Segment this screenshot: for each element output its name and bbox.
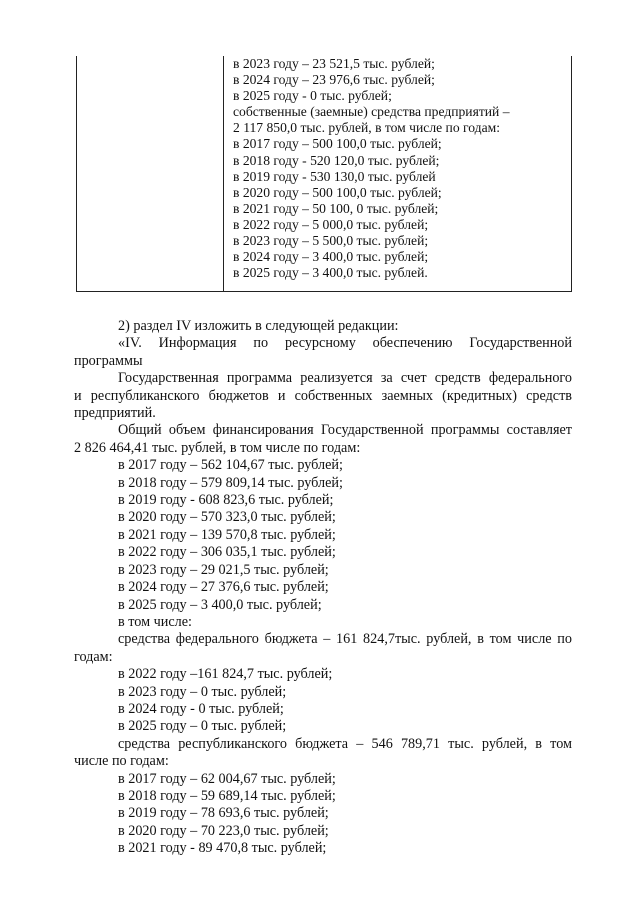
year-line: в 2023 году – 29 021,5 тыс. рублей; [118, 561, 329, 578]
table-line: в 2025 году – 3 400,0 тыс. рублей. [233, 265, 428, 281]
table-line: собственные (заемные) средства предприятий – [233, 104, 510, 120]
table-line: в 2021 году – 50 100, 0 тыс. рублей; [233, 200, 439, 216]
section-title: «IV. Информация по ресурсному обеспечению Государственной [118, 335, 572, 352]
section-title-continued: программы [74, 352, 143, 369]
year-line: в 2020 году – 570 323,0 тыс. рублей; [118, 509, 336, 526]
year-line: в 2020 году – 70 223,0 тыс. рублей; [118, 822, 329, 839]
year-line: в 2019 году - 608 823,6 тыс. рублей; [118, 492, 334, 509]
table-line: в 2023 году – 5 500,0 тыс. рублей; [233, 233, 429, 249]
table-line: в 2017 году – 500 100,0 тыс. рублей; [233, 136, 442, 152]
paragraph-line: Общий объем финансирования Государственной программы составляет [118, 422, 572, 439]
paragraph-line: и республиканского бюджетов и собственных заемных (кредитных) средств [74, 387, 572, 404]
year-line: в 2024 году – 27 376,6 тыс. рублей; [118, 579, 329, 596]
year-line: в 2022 году – 306 035,1 тыс. рублей; [118, 544, 336, 561]
paragraph-line: Государственная программа реализуется за счет средств федерального [118, 370, 572, 387]
table-line: в 2025 году - 0 тыс. рублей; [233, 88, 392, 104]
year-line: в 2017 году – 62 004,67 тыс. рублей; [118, 770, 336, 787]
in-that-number-line: в том числе: [118, 613, 192, 630]
republic-budget-line-continued: числе по годам: [74, 753, 169, 770]
amendment-item: 2) раздел IV изложить в следующей редакции: [118, 318, 399, 334]
year-line: в 2022 году –161 824,7 тыс. рублей; [118, 666, 333, 683]
year-line: в 2025 году – 0 тыс. рублей; [118, 718, 287, 735]
document-body [74, 318, 572, 858]
year-line: в 2018 году – 579 809,14 тыс. рублей; [118, 474, 343, 491]
table-column-divider [223, 56, 224, 291]
table-text-cell [233, 56, 565, 281]
year-line: в 2021 году – 139 570,8 тыс. рублей; [118, 526, 336, 543]
resource-table-fragment [76, 56, 572, 292]
year-line: в 2023 году – 0 тыс. рублей; [118, 683, 287, 700]
table-line: 2 117 850,0 тыс. рублей, в том числе по годам: [233, 120, 500, 136]
federal-budget-line-continued: годам: [74, 648, 113, 665]
paragraph-line: 2 826 464,41 тыс. рублей, в том числе по годам: [74, 439, 361, 456]
table-line: в 2018 году - 520 120,0 тыс. рублей; [233, 152, 440, 168]
paragraph-line: предприятий. [74, 405, 156, 422]
republic-budget-line: средства республиканского бюджета – 546 789,71 тыс. рублей, в том [118, 735, 572, 752]
year-line: в 2019 году – 78 693,6 тыс. рублей; [118, 805, 329, 822]
year-line: в 2021 году - 89 470,8 тыс. рублей; [118, 840, 327, 857]
federal-budget-line: средства федерального бюджета – 161 824,7тыс. рублей, в том числе по [118, 631, 572, 648]
year-line: в 2025 году – 3 400,0 тыс. рублей; [118, 596, 322, 613]
table-line: в 2019 году - 530 130,0 тыс. рублей [233, 168, 436, 184]
table-line: в 2024 году – 3 400,0 тыс. рублей; [233, 249, 429, 265]
year-line: в 2018 году – 59 689,14 тыс. рублей; [118, 787, 336, 804]
year-line: в 2017 году – 562 104,67 тыс. рублей; [118, 457, 343, 474]
table-line: в 2023 году – 23 521,5 тыс. рублей; [233, 56, 435, 71]
table-line: в 2022 году – 5 000,0 тыс. рублей; [233, 216, 429, 232]
table-line: в 2020 году – 500 100,0 тыс. рублей; [233, 184, 442, 200]
year-line: в 2024 году - 0 тыс. рублей; [118, 700, 284, 717]
table-line: в 2024 году – 23 976,6 тыс. рублей; [233, 72, 435, 88]
